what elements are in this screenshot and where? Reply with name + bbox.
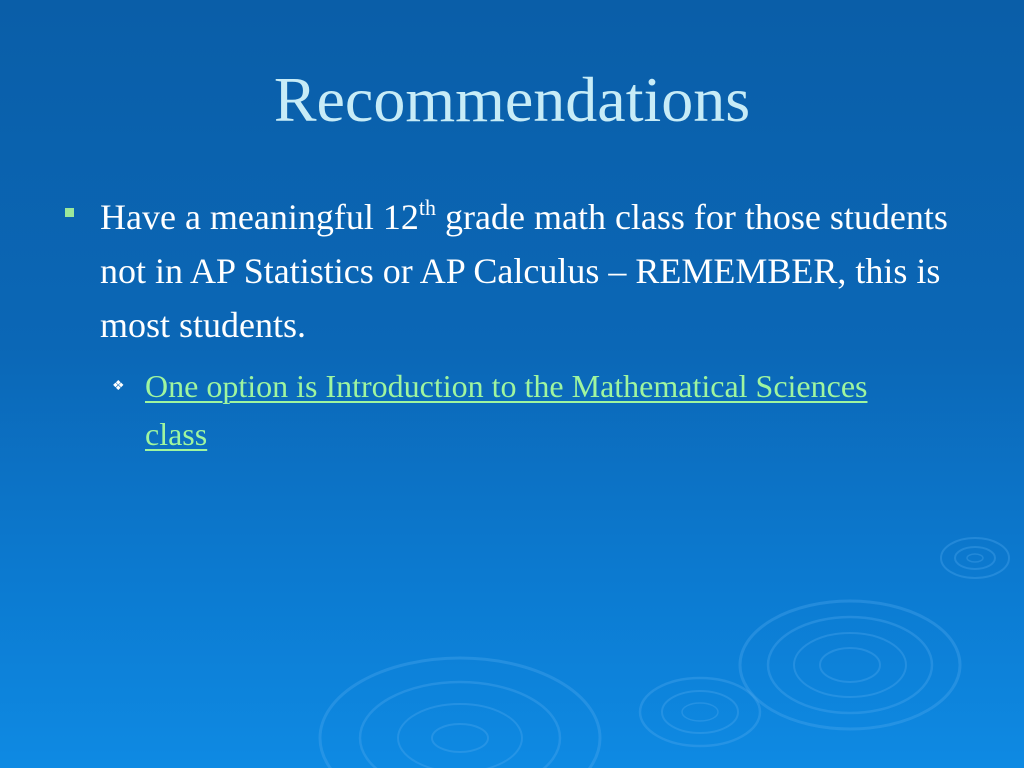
bullet-text-end: grade math class for those students not in AP Statistics or AP Calculus – REMEMBER, this is most students.: [100, 197, 948, 345]
square-bullet-icon: [65, 208, 74, 217]
bullet-text-start: Have a meaningful 12: [100, 197, 419, 237]
bullet-text: [100, 190, 980, 352]
intro-math-sciences-link[interactable]: One option is Introduction to the Mathematical Sciences class: [145, 368, 868, 452]
slide-title: Recommendations: [273, 64, 751, 135]
diamond-bullet-icon: ❖: [112, 379, 125, 394]
bullet-superscript: th: [418, 195, 437, 220]
